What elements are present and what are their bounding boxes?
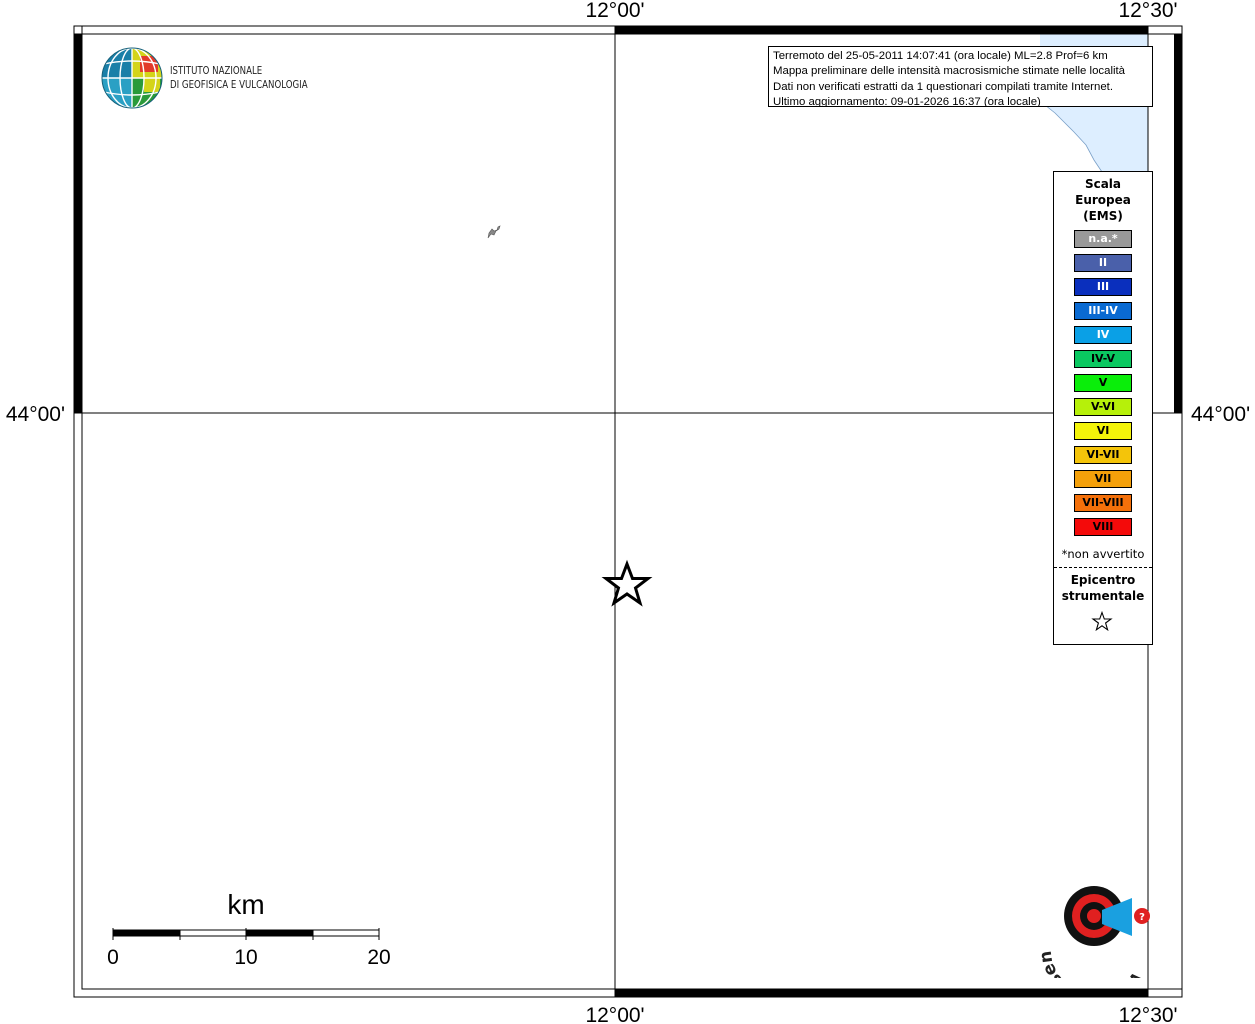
intensity-legend — [1053, 171, 1153, 645]
legend-footnote: *non avvertito — [1061, 547, 1145, 561]
legend-title-line-2: Europea — [1075, 193, 1131, 207]
lon-label-bottom-right: 12°30' — [1118, 1004, 1178, 1024]
legend-item: III — [1074, 278, 1132, 296]
legend-item: II — [1074, 254, 1132, 272]
frame-bar-right-top — [1174, 34, 1182, 413]
epicenter-star — [606, 564, 648, 603]
legend-item: IV — [1074, 326, 1132, 344]
lat-label-left: 44°00' — [5, 403, 65, 426]
info-line-4: Ultimo aggiornamento: 09-01-2026 16:37 (ora locale) — [773, 95, 1041, 107]
legend-item: V-VI — [1074, 398, 1132, 416]
legend-title-line-1: Scala — [1084, 177, 1122, 191]
haisentito-ring-text: en — [1035, 949, 1062, 978]
legend-item: VII — [1074, 470, 1132, 488]
lon-label-bottom-left: 12°00' — [585, 1004, 645, 1024]
frame-corner-tl — [74, 26, 82, 34]
earthquake-info-box — [768, 46, 1153, 107]
info-line-3: Dati non verificati estratti da 1 questionari compilati tramite Internet. — [773, 80, 1113, 93]
legend-epicenter-line-2: strumentale — [1061, 589, 1145, 603]
scalebar-tick-20: 20 — [367, 946, 391, 969]
info-dot-glyph: ? — [1139, 912, 1145, 923]
legend-title — [1054, 176, 1152, 224]
legend-title-line-3: (EMS) — [1083, 209, 1123, 223]
legend-epicenter-line-1: Epicentro — [1070, 573, 1136, 587]
map-frame-outer — [74, 26, 1182, 997]
ingv-logo — [100, 46, 320, 110]
legend-item: n.a.* — [1074, 230, 1132, 248]
scalebar-unit: km — [227, 889, 265, 920]
frame-bar-top — [615, 26, 1148, 34]
legend-item: VI-VII — [1074, 446, 1132, 464]
frame-bar-bottom — [615, 989, 1148, 997]
epicenter-star-icon — [1090, 610, 1114, 634]
legend-item: VII-VIII — [1074, 494, 1132, 512]
legend-epicenter-title — [1054, 572, 1152, 604]
lon-label-top-left: 12°00' — [585, 0, 645, 22]
logo-line-2: DI GEOFISICA E VULCANOLOGIA — [170, 79, 308, 91]
legend-item: VIII — [1074, 518, 1132, 536]
haisentito-logo — [1030, 858, 1160, 978]
legend-item: V — [1074, 374, 1132, 392]
lon-label-top-right: 12°30' — [1118, 0, 1178, 22]
haisentito-logo-graphic — [1030, 858, 1160, 978]
info-line-1: Terremoto del 25-05-2011 14:07:41 (ora locale) ML=2.8 Prof=6 km — [773, 50, 1108, 62]
legend-item: III-IV — [1074, 302, 1132, 320]
legend-item: VI — [1074, 422, 1132, 440]
scalebar-tick-10: 10 — [234, 946, 258, 969]
logo-line-1: ISTITUTO NAZIONALE — [170, 65, 263, 77]
locality-marker — [488, 226, 500, 238]
lat-label-right: 44°00' — [1191, 403, 1251, 426]
frame-corner-tr — [1148, 26, 1182, 34]
info-line-2: Mappa preliminare delle intensità macrosismiche stimate nelle località — [773, 65, 1126, 78]
scalebar-tick-0: 0 — [107, 946, 119, 969]
frame-corner-br — [1148, 989, 1182, 997]
globe-icon — [100, 46, 164, 110]
scale-bar — [113, 928, 379, 940]
legend-divider — [1054, 567, 1152, 568]
legend-item: IV-V — [1074, 350, 1132, 368]
frame-bar-left — [74, 34, 82, 413]
